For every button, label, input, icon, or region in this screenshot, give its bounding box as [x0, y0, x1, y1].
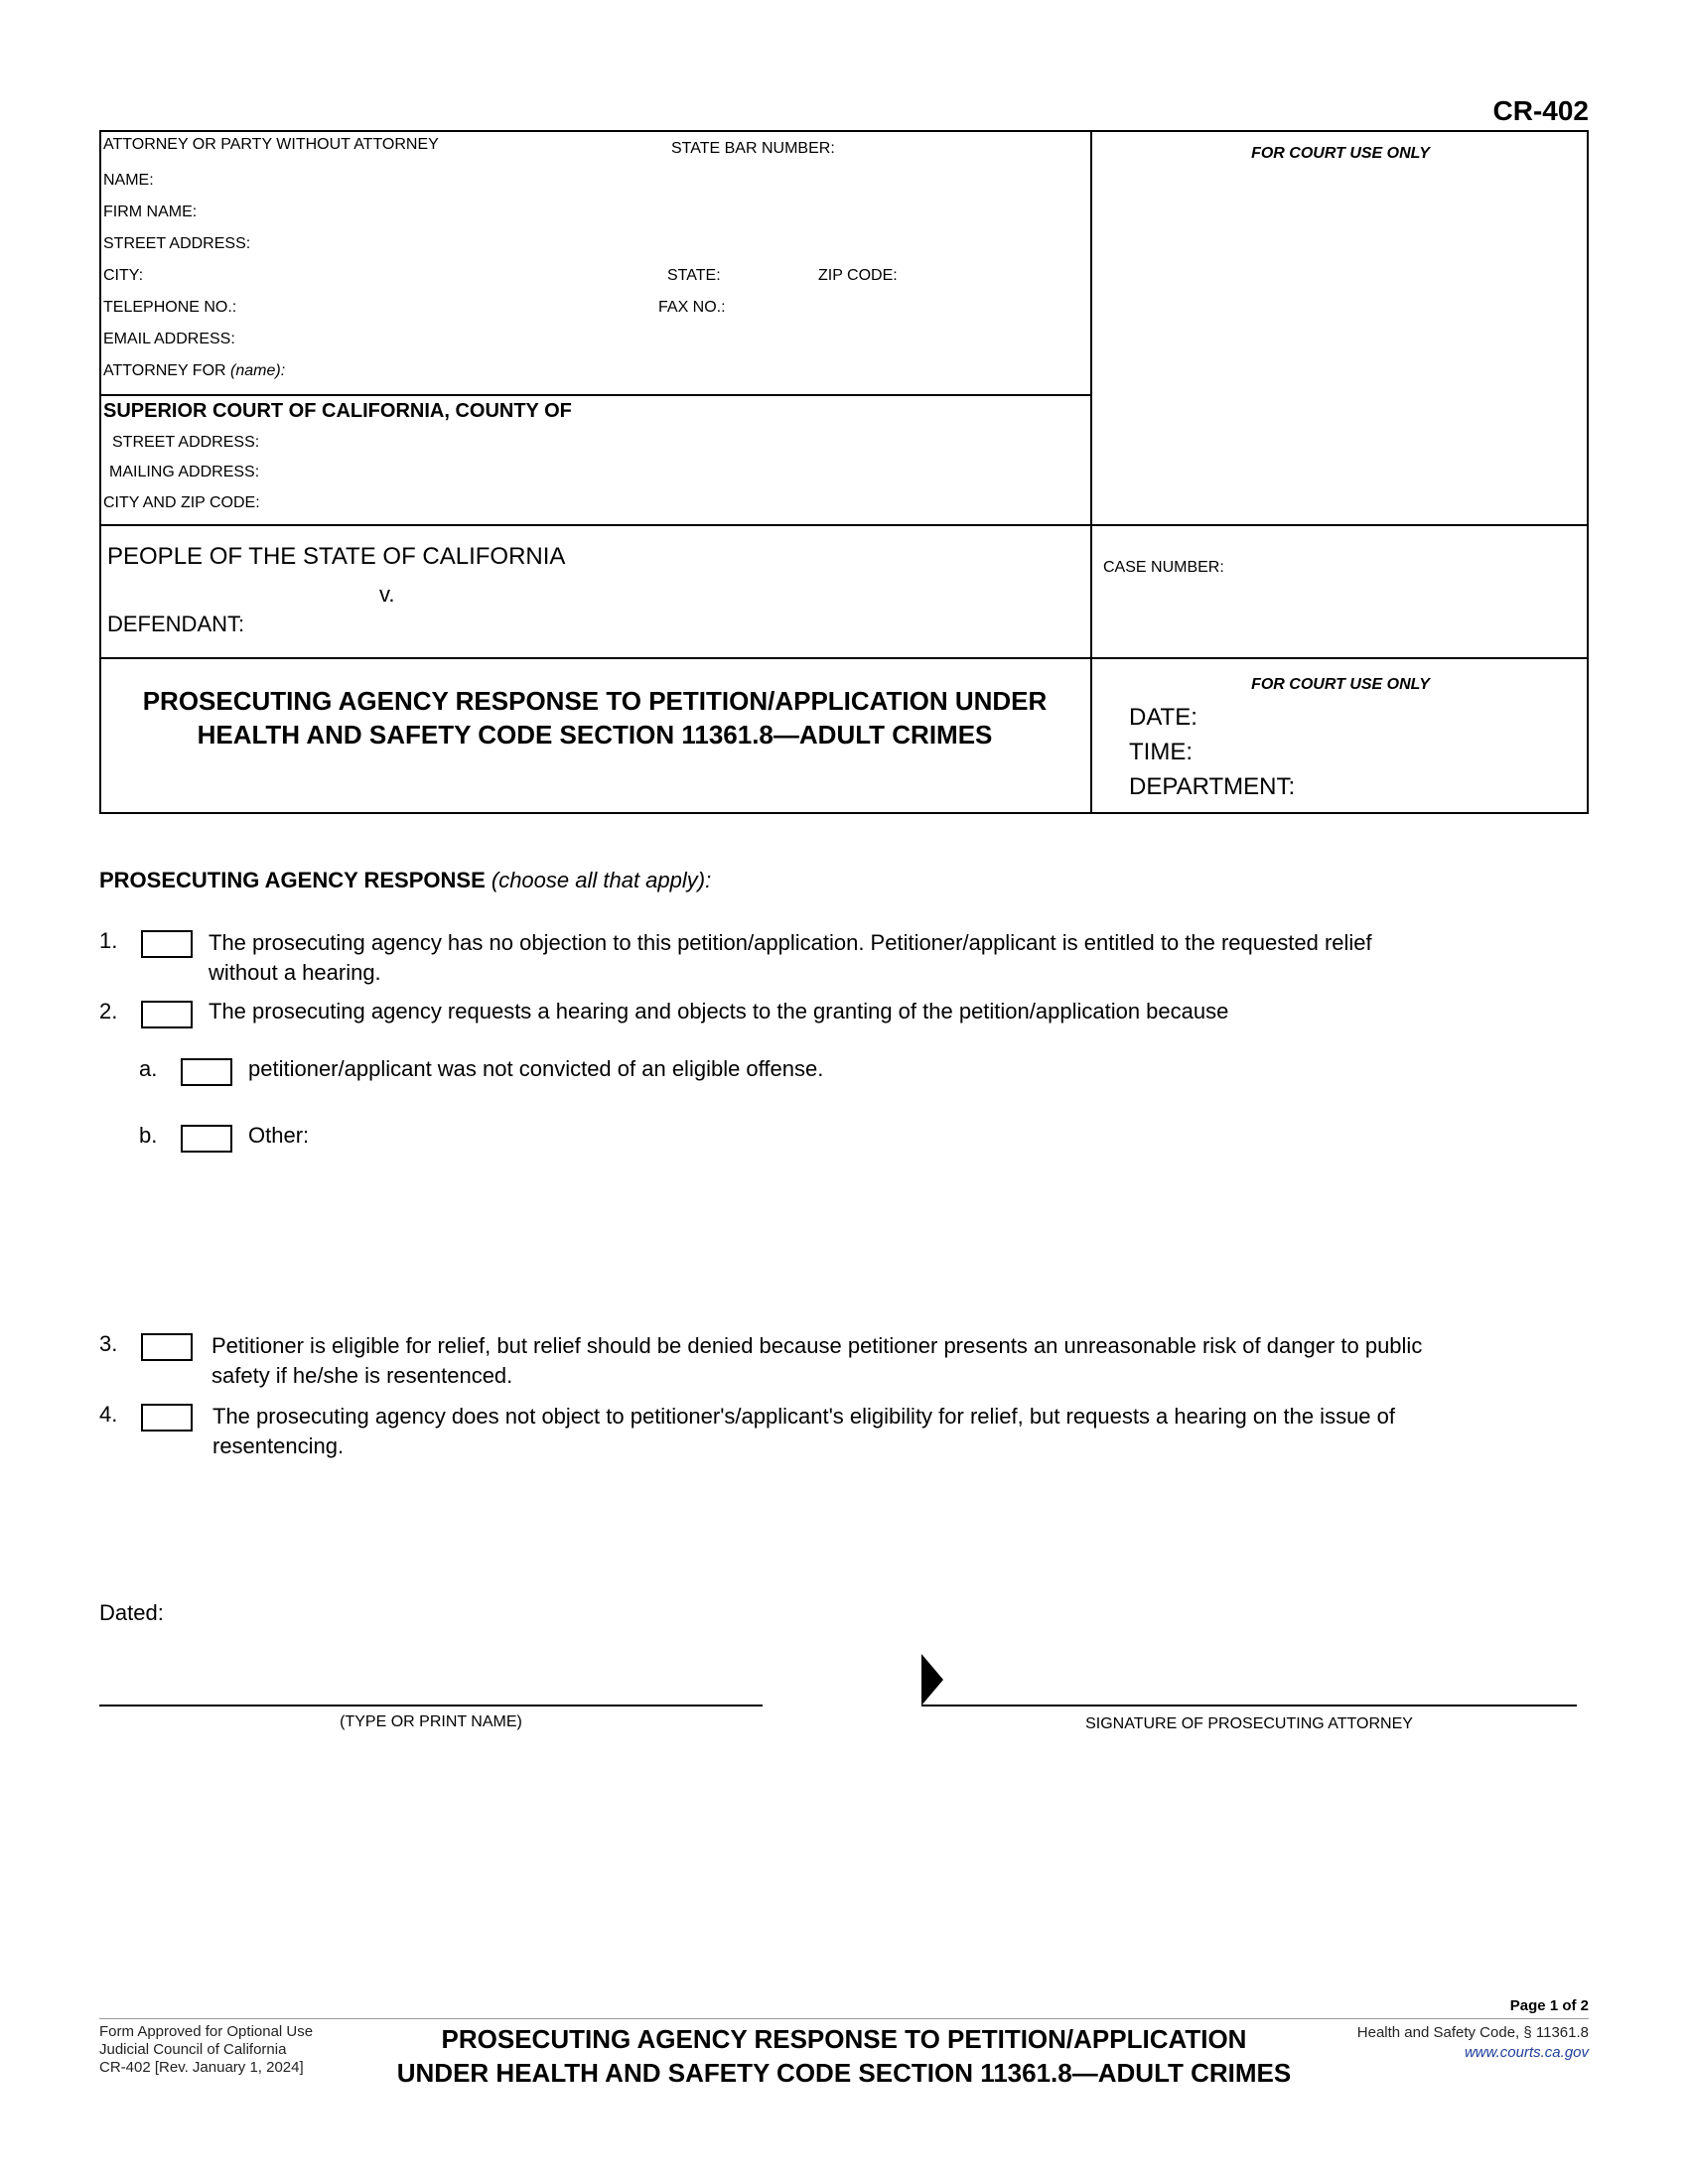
response-heading [99, 868, 711, 893]
item1-text [209, 928, 1372, 988]
hearing-department-label[interactable]: DEPARTMENT: [1129, 773, 1296, 800]
court-use-only-hearing: FOR COURT USE ONLY [1251, 676, 1430, 693]
divider-parties-title [99, 657, 1589, 659]
attorney-for-text: ATTORNEY FOR [103, 362, 226, 379]
item1-line1: The prosecuting agency has no objection to this petition/application. Petitioner/applicant is entitled to the requested relief [209, 930, 1372, 955]
item2-checkbox[interactable] [141, 1001, 193, 1028]
item1-line2: without a hearing. [209, 960, 381, 985]
court-mailing-label[interactable]: MAILING ADDRESS: [109, 464, 260, 480]
divider-court-parties [99, 524, 1589, 526]
court-title: SUPERIOR COURT OF CALIFORNIA, COUNTY OF [103, 400, 572, 422]
defendant-label[interactable]: DEFENDANT: [107, 612, 245, 636]
item4-checkbox[interactable] [141, 1404, 193, 1432]
footer-rule [99, 2018, 1589, 2019]
print-name-line[interactable] [99, 1705, 763, 1706]
item2b-letter: b. [139, 1123, 158, 1148]
form-title-line2: HEALTH AND SAFETY CODE SECTION 11361.8—ADULT CRIMES [197, 720, 993, 750]
court-use-only-top: FOR COURT USE ONLY [1251, 145, 1430, 162]
item2a-text: petitioner/applicant was not convicted of an eligible offense. [248, 1056, 824, 1081]
zip-code-label[interactable]: ZIP CODE: [818, 267, 898, 284]
item4-line1: The prosecuting agency does not object to petitioner's/applicant's eligibility for relief, but requests a hearing on the issue of [212, 1404, 1395, 1429]
footer-right [1291, 2023, 1589, 2063]
court-city-zip-label[interactable]: CITY AND ZIP CODE: [103, 494, 260, 511]
attorney-for-label[interactable] [103, 362, 285, 380]
item3-number: 3. [99, 1331, 118, 1356]
signature-caption: SIGNATURE OF PROSECUTING ATTORNEY [1085, 1715, 1413, 1732]
item1-checkbox[interactable] [141, 930, 193, 958]
item3-line2: safety if he/she is resentenced. [211, 1363, 513, 1388]
footer-title [338, 2022, 1350, 2090]
people-label: PEOPLE OF THE STATE OF CALIFORNIA [107, 543, 566, 570]
item2a-checkbox[interactable] [181, 1058, 232, 1086]
hearing-date-label[interactable]: DATE: [1129, 704, 1197, 731]
item4-line2: resentencing. [212, 1433, 345, 1458]
footer-left-line3: CR-402 [Rev. January 1, 2024] [99, 2059, 304, 2076]
response-heading-text: PROSECUTING AGENCY RESPONSE [99, 868, 486, 892]
telephone-label[interactable]: TELEPHONE NO.: [103, 299, 237, 316]
print-name-caption: (TYPE OR PRINT NAME) [340, 1713, 522, 1730]
city-label[interactable]: CITY: [103, 267, 144, 284]
response-heading-hint: (choose all that apply): [491, 868, 712, 892]
item2b-checkbox[interactable] [181, 1125, 232, 1153]
fax-label[interactable]: FAX NO.: [658, 299, 726, 316]
footer-website-link[interactable]: www.courts.ca.gov [1464, 2044, 1589, 2061]
footer-title-line1: PROSECUTING AGENCY RESPONSE TO PETITION/APPLICATION [441, 2024, 1247, 2054]
name-label[interactable]: NAME: [103, 172, 154, 189]
email-label[interactable]: EMAIL ADDRESS: [103, 331, 235, 347]
firm-name-label[interactable]: FIRM NAME: [103, 204, 198, 220]
signature-line[interactable] [921, 1705, 1577, 1706]
street-address-label[interactable]: STREET ADDRESS: [103, 235, 251, 252]
footer-title-line2: UNDER HEALTH AND SAFETY CODE SECTION 11361.8—ADULT CRIMES [396, 2058, 1292, 2088]
item3-checkbox[interactable] [141, 1333, 193, 1361]
versus-label: v. [379, 582, 395, 607]
footer-code-ref: Health and Safety Code, § 11361.8 [1356, 2024, 1589, 2041]
hearing-time-label[interactable]: TIME: [1129, 739, 1193, 765]
attorney-for-hint: (name): [230, 362, 286, 379]
case-number-label[interactable]: CASE NUMBER: [1103, 559, 1224, 576]
item1-number: 1. [99, 928, 118, 953]
item2a-letter: a. [139, 1056, 158, 1081]
item2-text: The prosecuting agency requests a hearing and objects to the granting of the petition/application because [209, 999, 1229, 1024]
item2-number: 2. [99, 999, 118, 1024]
signature-arrow-icon [921, 1654, 947, 1706]
attorney-header: ATTORNEY OR PARTY WITHOUT ATTORNEY [103, 136, 439, 153]
form-number: CR-402 [1492, 95, 1589, 126]
court-street-label[interactable]: STREET ADDRESS: [112, 434, 260, 451]
item3-line1: Petitioner is eligible for relief, but relief should be denied because petitioner presents an unreasonable risk of danger to public [211, 1333, 1423, 1358]
dated-label[interactable]: Dated: [99, 1600, 164, 1625]
footer-left-line2: Judicial Council of California [99, 2041, 287, 2058]
divider-attorney-court [99, 394, 1092, 396]
state-bar-label[interactable]: STATE BAR NUMBER: [671, 140, 835, 157]
item4-number: 4. [99, 1402, 118, 1427]
item2b-text: Other: [248, 1123, 310, 1148]
form-title [99, 684, 1090, 751]
state-label[interactable]: STATE: [667, 267, 721, 284]
item3-text [211, 1331, 1422, 1391]
footer-left-line1: Form Approved for Optional Use [99, 2023, 314, 2040]
form-title-line1: PROSECUTING AGENCY RESPONSE TO PETITION/APPLICATION UNDER [142, 686, 1048, 716]
page-indicator: Page 1 of 2 [1509, 1997, 1589, 2014]
footer-left [99, 2023, 313, 2077]
caption-vertical-divider [1090, 130, 1092, 814]
item4-text [212, 1402, 1395, 1461]
